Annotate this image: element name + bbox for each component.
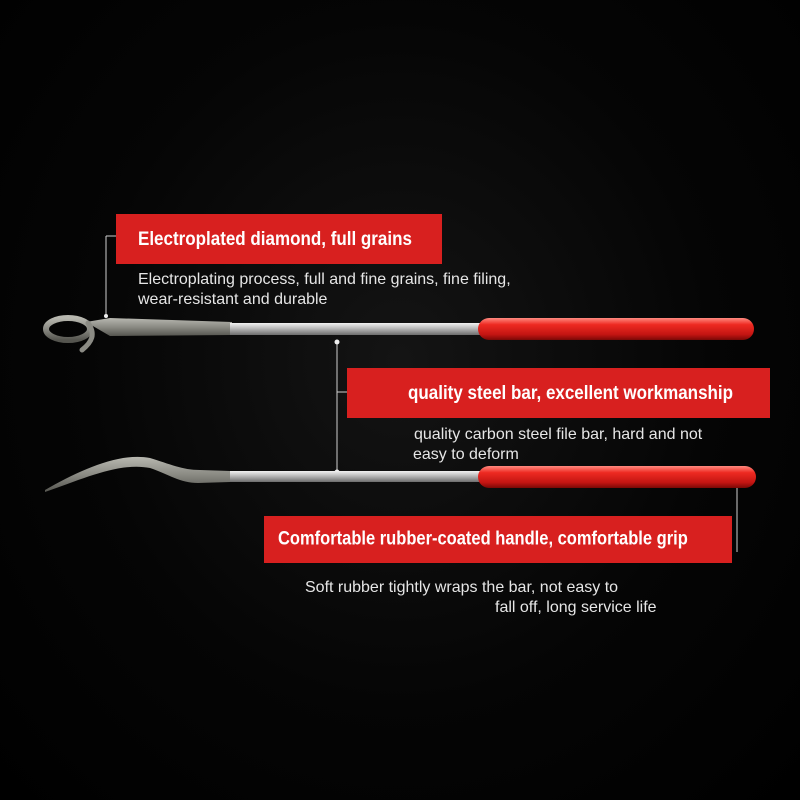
description-line: Electroplating process, full and fine grains, fine filing,	[138, 271, 511, 288]
description-line: Soft rubber tightly wraps the bar, not easy to	[305, 579, 619, 596]
feature-title-handle: Comfortable rubber-coated handle, comfortable grip	[278, 528, 688, 550]
feature-banner-steel-bar	[347, 368, 770, 418]
description-line: easy to deform	[413, 446, 519, 463]
feature-description-diamond	[138, 270, 511, 310]
description-line: fall off, long service life	[495, 599, 657, 616]
loop-end-file	[46, 318, 754, 350]
leader-line-1	[104, 236, 116, 318]
leader-line-2	[335, 340, 348, 475]
description-line: wear-resistant and durable	[138, 291, 328, 308]
description-line: quality carbon steel file bar, hard and not	[414, 426, 703, 443]
feature-title-steel-bar: quality steel bar, excellent workmanship	[408, 381, 734, 404]
feature-banner-handle	[264, 516, 732, 563]
hook-end-file	[45, 457, 756, 492]
feature-title-diamond: Electroplated diamond, full grains	[138, 227, 412, 250]
leader-line-3	[735, 482, 740, 553]
feature-banner-diamond	[116, 214, 442, 264]
